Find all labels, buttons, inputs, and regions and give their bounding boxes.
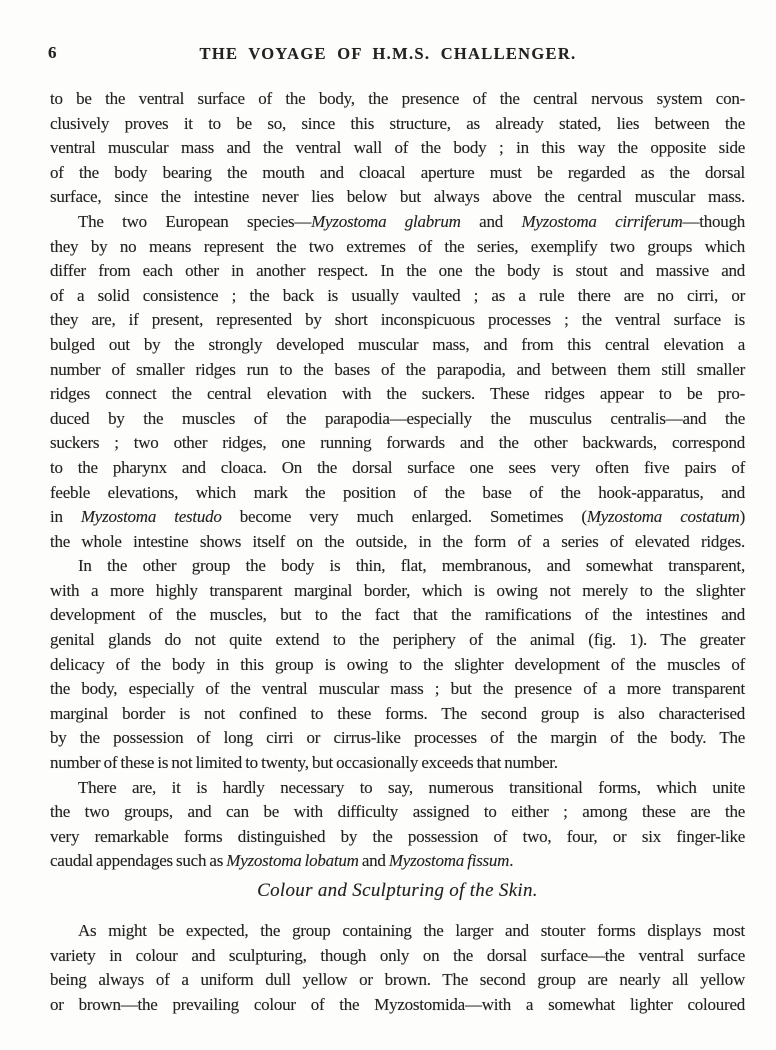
text-line: surface, since the intestine never lies below but always above the central muscular mass. — [50, 187, 745, 207]
text-line: development of the muscles, but to the fact that the ramifications of the intestines and — [50, 605, 745, 625]
text-line: or brown—the prevailing colour of the Myzostomida—with a somewhat lighter coloured — [50, 994, 745, 1014]
text-line: of the body bearing the mouth and cloacal aperture must be regarded as the dorsal — [50, 162, 745, 182]
running-header: THE VOYAGE OF H.M.S. CHALLENGER. — [199, 44, 577, 63]
paragraphs-before — [50, 87, 745, 874]
text-line: variety in colour and sculpturing, though only on the dorsal surface—the ventral surface — [50, 945, 745, 965]
text-line: differ from each other in another respect. In the one the body is stout and massive and — [50, 261, 745, 281]
text-line: by the possession of long cirri or cirrus-like processes of the margin of the body. The — [50, 728, 745, 748]
text-line: bulged out by the strongly developed muscular mass, and from this central elevation a — [50, 334, 745, 354]
paragraph — [50, 919, 745, 1017]
text-line: the body, especially of the ventral muscular mass ; but the presence of a more transparent — [50, 679, 745, 699]
text-line: to the pharynx and cloaca. On the dorsal surface one sees very often five pairs of — [50, 457, 745, 477]
text-line: As might be expected, the group containing the larger and stouter forms displays most — [78, 921, 745, 940]
paragraph — [50, 87, 745, 210]
text-line: they by no means represent the two extremes of the series, exemplify two groups which — [50, 236, 745, 256]
page-body — [50, 87, 745, 1017]
text-line: The two European species—Myzostoma glabrum and Myzostoma cirriferum—though — [78, 211, 745, 231]
text-line: ridges connect the central elevation with the suckers. These ridges appear to be pro- — [50, 384, 745, 404]
text-line: marginal border is not confined to these forms. The second group is also characterised — [50, 703, 745, 723]
section-heading: Colour and Sculpturing of the Skin. — [257, 880, 538, 901]
text-line: with a more highly transparent marginal border, which is owing not merely to the slighter — [50, 580, 745, 600]
paragraph — [50, 776, 745, 874]
text-line: in Myzostoma testudo become very much enlarged. Sometimes (Myzostoma costatum) — [50, 507, 745, 527]
text-line: caudal appendages such as Myzostoma lobatum and Myzostoma fissum. — [50, 851, 514, 871]
text-line: very remarkable forms distinguished by the possession of two, four, or six finger-like — [50, 826, 745, 846]
text-line: to be the ventral surface of the body, the presence of the central nervous system con- — [50, 89, 745, 108]
text-line: In the other group the body is thin, flat, membranous, and somewhat transparent, — [78, 556, 745, 576]
text-line: the whole intestine shows itself on the outside, in the form of a series of elevated ridges. — [50, 531, 745, 551]
page-number: 6 — [48, 43, 57, 62]
text-line: genital glands do not quite extend to the periphery of the animal (fig. 1). The greater — [50, 630, 745, 650]
paragraph — [50, 210, 745, 554]
text-line: number of smaller ridges run to the bases of the parapodia, and between them still smaller — [50, 359, 745, 379]
text-line: of a solid consistence ; the back is usually vaulted ; as a rule there are no cirri, or — [50, 285, 745, 305]
text-line: they are, if present, represented by short inconspicuous processes ; the ventral surface is — [50, 310, 745, 330]
text-line: There are, it is hardly necessary to say, numerous transitional forms, which unite — [78, 777, 745, 797]
paragraphs-after — [50, 919, 745, 1017]
text-line: delicacy of the body in this group is owing to the slighter development of the muscles of — [50, 654, 745, 674]
text-line: number of these is not limited to twenty, but occasionally exceeds that number. — [50, 753, 558, 773]
text-line: the two groups, and can be with difficulty assigned to either ; among these are the — [50, 802, 745, 822]
text-line: feeble elevations, which mark the position of the base of the hook-apparatus, and — [50, 482, 745, 502]
text-line: clusively proves it to be so, since this structure, as already stated, lies between the — [50, 113, 745, 133]
text-line: being always of a uniform dull yellow or brown. The second group are nearly all yellow — [50, 970, 745, 990]
text-line: ventral muscular mass and the ventral wall of the body ; in this way the opposite side — [50, 138, 745, 158]
paragraph — [50, 554, 745, 775]
text-line: duced by the muscles of the parapodia—especially the musculus centralis—and the — [50, 408, 745, 428]
text-line: suckers ; two other ridges, one running forwards and the other backwards, correspond — [50, 433, 745, 453]
